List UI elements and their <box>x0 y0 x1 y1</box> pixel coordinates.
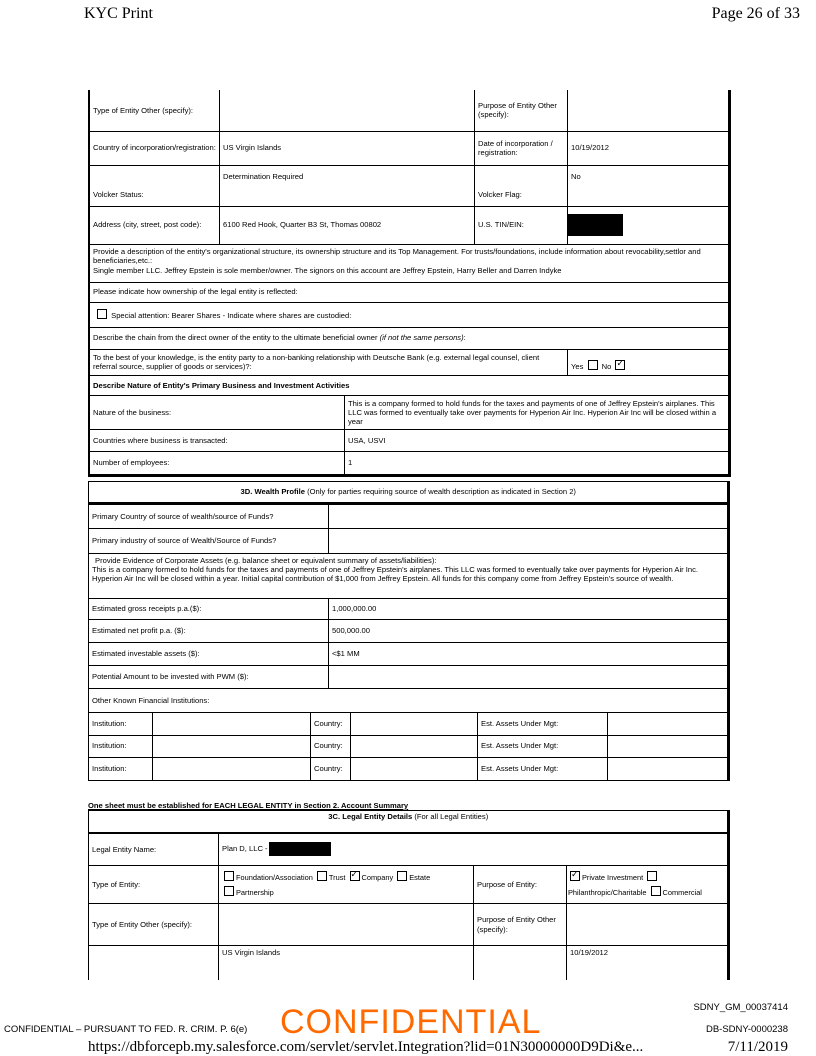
partnership-checkbox[interactable] <box>224 886 234 896</box>
legal-entity-section <box>88 810 730 980</box>
type-other-label: Type of Entity Other (specify): <box>90 90 220 131</box>
wealth-title-bold: 3D. Wealth Profile <box>240 487 305 497</box>
legal-name-redaction <box>269 842 331 856</box>
volcker-flag-value: No <box>568 165 729 206</box>
institution-row <box>89 757 728 780</box>
legal-purpose-options <box>567 866 728 904</box>
institution-country-label: Country: <box>311 735 351 757</box>
countries-value: USA, USVI <box>345 430 729 452</box>
nature-label: Nature of the business: <box>90 396 345 430</box>
volcker-status-label: Volcker Status: <box>90 165 220 206</box>
commercial-checkbox[interactable] <box>651 886 661 896</box>
evidence-prompt: Provide Evidence of Corporate Assets (e.g. balance sheet or equivalent summary of assets/liabilities): <box>95 556 437 565</box>
date-value: 10/19/2012 <box>568 131 729 165</box>
wealth-profile-table <box>88 481 728 713</box>
legal-entity-title-bold: 3C. Legal Entity Details <box>328 812 413 821</box>
yes-checkbox[interactable] <box>588 360 598 370</box>
structure-cell <box>90 244 729 282</box>
legal-date-value: 10/19/2012 <box>567 946 728 980</box>
trust-checkbox[interactable] <box>317 871 327 881</box>
institution-assets-value <box>608 757 728 780</box>
wealth-title <box>89 482 728 504</box>
institution-value <box>153 713 311 735</box>
institution-assets-label: Est. Assets Under Mgt: <box>478 757 608 780</box>
legal-name-label: Legal Entity Name: <box>89 833 219 866</box>
relationship-prompt: To the best of your knowledge, is the entity party to a non-banking relationship with Deutsche Bank (e.g. external legal counsel, client referral source, supplier of goods or services)?: <box>90 349 568 375</box>
chain-prompt: Describe the chain from the direct owner of the entity to the ultimate beneficial owner <box>93 333 378 343</box>
primary-country-value <box>329 504 728 529</box>
chain-colon: : <box>463 333 466 343</box>
foundation-checkbox[interactable] <box>224 871 234 881</box>
tin-label: U.S. TIN/EIN: <box>475 206 568 244</box>
institution-country-value <box>351 757 478 780</box>
pwm-amount-label: Potential Amount to be invested with PWM ($): <box>89 666 329 689</box>
company-checkbox[interactable] <box>350 871 360 881</box>
purpose-other-value <box>568 90 729 131</box>
investable-assets-value: <$1 MM <box>329 643 728 666</box>
commercial-label: Commercial <box>662 888 702 897</box>
chain-row <box>90 327 729 349</box>
legal-type-label: Type of Entity: <box>89 866 219 904</box>
institution-assets-label: Est. Assets Under Mgt: <box>478 713 608 735</box>
countries-label: Countries where business is transacted: <box>90 430 345 452</box>
structure-answer: Single member LLC. Jeffrey Epstein is sole member/owner. The signors on this account are Jeffrey Epstein, Harry Beller and Darren Indyke <box>93 265 562 275</box>
nature-value: This is a company formed to hold funds for the taxes and payments of one of Jeffrey Epstein's airplanes. This LLC was formed to eventually take over payments for Hyperion Air Inc. Hyperion Air Inc will be closed within a year <box>345 396 729 430</box>
legal-entity-table <box>88 810 728 980</box>
gross-receipts-label: Estimated gross receipts p.a.($): <box>89 599 329 620</box>
confidential-stamp: CONFIDENTIAL <box>280 1003 542 1041</box>
tin-value <box>568 206 729 244</box>
legal-name-cell <box>219 833 728 866</box>
legal-country-label <box>89 946 219 980</box>
section-note: One sheet must be established for EACH LEGAL ENTITY in Section 2. Account Summary <box>88 801 409 810</box>
no-label: No <box>601 362 612 372</box>
institution-assets-label: Est. Assets Under Mgt: <box>478 735 608 757</box>
philanthropic-label: Philanthropic/Charitable <box>568 888 647 897</box>
wealth-profile-section <box>88 481 730 781</box>
no-checkbox[interactable] <box>615 360 625 370</box>
wealth-title-rest: (Only for parties requiring source of wealth description as indicated in Section 2) <box>304 487 576 497</box>
legal-entity-title-rest: (For all Legal Entities) <box>412 812 489 821</box>
institution-label: Institution: <box>89 735 153 757</box>
other-fi-label: Other Known Financial Institutions: <box>89 689 728 713</box>
company-label: Company <box>361 873 394 883</box>
yes-label: Yes <box>571 362 584 372</box>
institution-row <box>89 713 728 735</box>
institution-country-value <box>351 713 478 735</box>
legal-entity-title <box>89 811 728 833</box>
evidence-cell <box>89 554 728 599</box>
institution-value <box>153 735 311 757</box>
address-label: Address (city, street, post code): <box>90 206 220 244</box>
print-date: 7/11/2019 <box>727 1039 788 1055</box>
business-heading: Describe Nature of Entity's Primary Business and Investment Activities <box>90 376 729 396</box>
foundation-label: Foundation/Association <box>236 873 313 883</box>
bearer-shares-label: Special attention: Bearer Shares - Indicate where shares are custodied: <box>111 310 352 320</box>
legal-date-label <box>474 946 567 980</box>
institutions-table <box>88 713 728 781</box>
legal-type-other-value <box>219 904 474 946</box>
relationship-answer <box>568 349 729 375</box>
confidential-legend: CONFIDENTIAL – PURSUANT TO FED. R. CRIM. P. 6(e) <box>4 1024 248 1035</box>
evidence-answer: This is a company formed to hold funds for the taxes and payments of one of Jeffrey Epstein's airplanes. This LLC was formed to eventually take over payments for Hyperion Air Inc. Hyperion Air Inc will be closed within a year. Initial capital contribution of $1,000 from Jeffrey Epstein. All funds for this company come from Jeffrey Epstein's source of wealth. <box>92 565 699 584</box>
pwm-amount-value <box>329 666 728 689</box>
private-investment-label: Private Investment <box>582 873 644 883</box>
country-label: Country of incorporation/registration: <box>90 131 220 165</box>
ownership-prompt: Please indicate how ownership of the legal entity is reflected: <box>90 282 729 302</box>
philanthropic-checkbox[interactable] <box>647 871 657 881</box>
legal-type-options <box>219 866 474 904</box>
volcker-status-value: Determination Required <box>220 165 475 206</box>
institution-country-label: Country: <box>311 713 351 735</box>
legal-purpose-label: Purpose of Entity: <box>474 866 567 904</box>
legal-purpose-other-value <box>567 904 728 946</box>
employees-label: Number of employees: <box>90 452 345 476</box>
country-value: US Virgin Islands <box>220 131 475 165</box>
chain-italic-note: (if not the same persons) <box>379 333 464 343</box>
employees-value: 1 <box>345 452 729 476</box>
primary-country-label: Primary Country of source of wealth/source of Funds? <box>89 504 329 529</box>
legal-purpose-other-label: Purpose of Entity Other (specify): <box>474 904 567 946</box>
source-url-link[interactable]: https://dbforcepb.my.salesforce.com/servlet/servlet.Integration?lid=01N30000000D9Di&e... <box>88 1039 644 1055</box>
primary-industry-value <box>329 529 728 554</box>
net-profit-label: Estimated net profit p.a. ($): <box>89 620 329 643</box>
bearer-shares-checkbox[interactable] <box>97 309 107 319</box>
institution-value <box>153 757 311 780</box>
date-label: Date of incorporation / registration: <box>475 131 568 165</box>
purpose-other-label: Purpose of Entity Other (specify): <box>475 90 568 131</box>
institution-assets-value <box>608 735 728 757</box>
institution-row <box>89 735 728 757</box>
type-other-value <box>220 90 475 131</box>
institution-label: Institution: <box>89 713 153 735</box>
page-header-title: KYC Print <box>84 5 153 22</box>
primary-industry-label: Primary industry of source of Wealth/Source of Funds? <box>89 529 329 554</box>
bearer-shares-row <box>90 302 729 327</box>
legal-type-other-label: Type of Entity Other (specify): <box>89 904 219 946</box>
investable-assets-label: Estimated investable assets ($): <box>89 643 329 666</box>
private-investment-checkbox[interactable] <box>570 871 580 881</box>
gross-receipts-value: 1,000,000.00 <box>329 599 728 620</box>
net-profit-value: 500,000.00 <box>329 620 728 643</box>
entity-details-table <box>89 90 729 376</box>
bates-number-2: DB-SDNY-0000238 <box>705 1024 788 1035</box>
institution-assets-value <box>608 713 728 735</box>
tin-redaction <box>568 214 623 236</box>
business-table <box>89 376 729 478</box>
entity-details-section <box>88 90 731 477</box>
estate-checkbox[interactable] <box>397 871 407 881</box>
estate-label: Estate <box>409 873 431 883</box>
trust-label: Trust <box>328 873 346 883</box>
volcker-flag-label: Volcker Flag: <box>475 165 568 206</box>
institution-country-value <box>351 735 478 757</box>
page-header-pagination: Page 26 of 33 <box>711 5 800 22</box>
legal-name-value: Plan D, LLC - <box>222 844 268 854</box>
address-value: 6100 Red Hook, Quarter B3 St, Thomas 00802 <box>220 206 475 244</box>
partnership-label: Partnership <box>236 888 274 897</box>
structure-prompt: Provide a description of the entity's organizational structure, its ownership structure and its Top Management. For trusts/foundations, include information about revocability,settlor and beneficiaries,etc.: <box>93 246 701 265</box>
bates-number-1: SDNY_GM_00037414 <box>693 1002 788 1013</box>
legal-country-value: US Virgin Islands <box>219 946 474 980</box>
institution-country-label: Country: <box>311 757 351 780</box>
institution-label: Institution: <box>89 757 153 780</box>
